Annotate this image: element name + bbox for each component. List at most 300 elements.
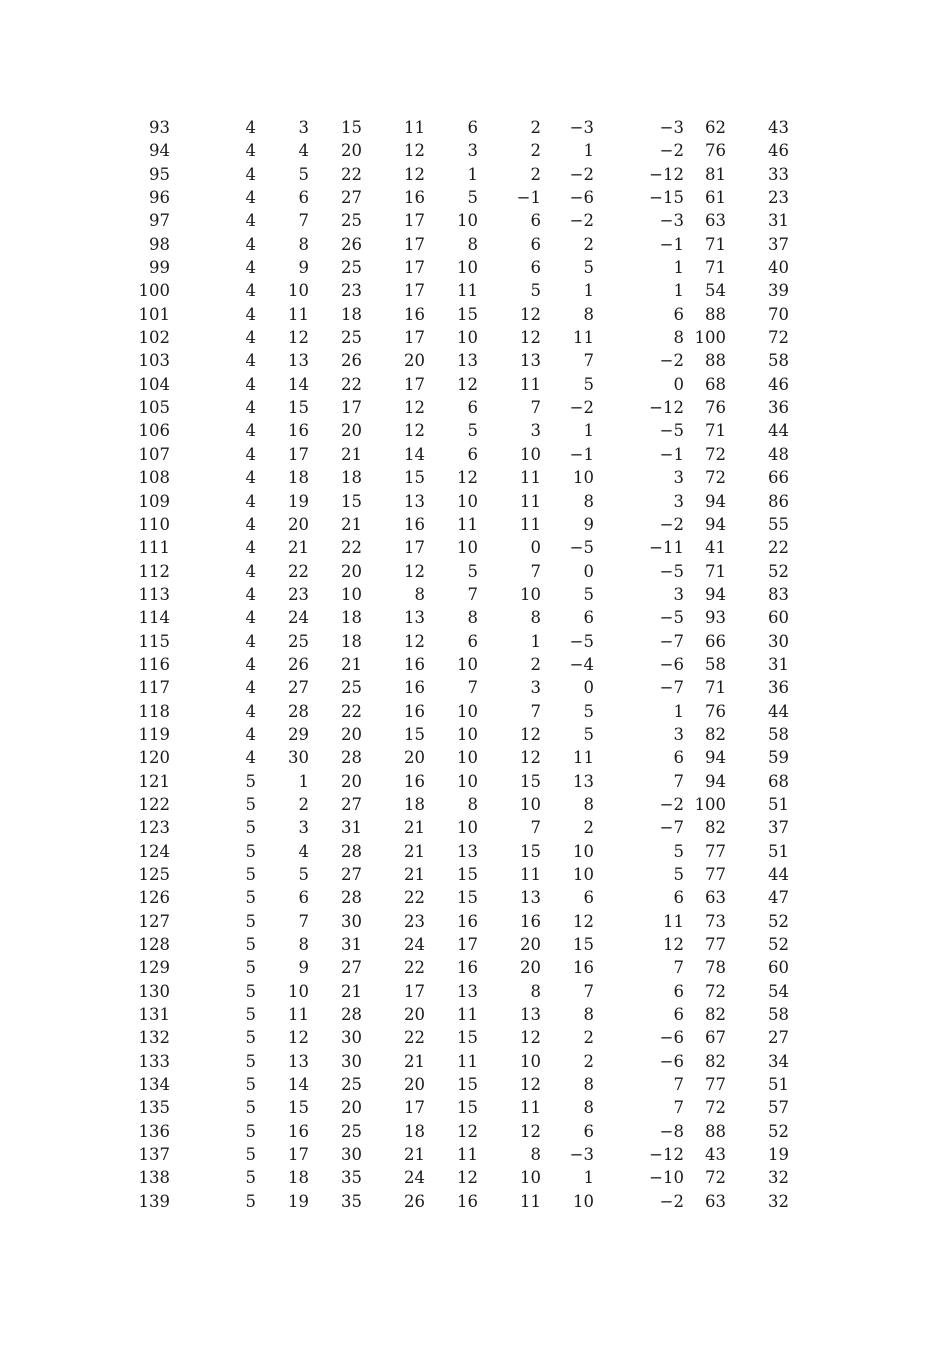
table-cell: 8	[583, 491, 594, 511]
table-cell: 23	[341, 281, 362, 301]
table-cell: 4	[245, 514, 256, 534]
table-cell: 113	[138, 584, 170, 604]
table-row	[0, 653, 950, 676]
table-cell: 7	[583, 351, 594, 371]
table-cell: 15	[457, 1028, 478, 1048]
table-cell: 11	[520, 865, 541, 884]
table-cell: 126	[138, 888, 170, 908]
table-cell: 26	[341, 234, 362, 254]
table-cell: 7	[298, 911, 309, 931]
table-cell: 20	[288, 514, 309, 534]
table-cell: 4	[245, 584, 256, 604]
table-cell: −2	[659, 351, 684, 371]
table-cell: 82	[705, 724, 726, 744]
table-cell: 13	[457, 841, 478, 861]
table-cell: 19	[288, 1191, 309, 1211]
table-cell: 21	[341, 444, 362, 464]
table-cell: 15	[404, 724, 425, 744]
table-row	[0, 373, 950, 396]
table-cell: −1	[659, 234, 684, 254]
table-cell: 12	[520, 724, 541, 744]
table-cell: 43	[768, 118, 789, 137]
table-cell: 31	[768, 211, 789, 231]
table-cell: 6	[298, 188, 309, 208]
table-cell: 5	[583, 724, 594, 744]
table-cell: 11	[520, 491, 541, 511]
table-cell: 10	[288, 981, 309, 1001]
table-row	[0, 256, 950, 279]
table-cell: 0	[583, 561, 594, 581]
table-cell: −3	[659, 211, 684, 231]
table-cell: 1	[530, 631, 541, 651]
table-cell: 4	[245, 724, 256, 744]
table-cell: 7	[530, 398, 541, 418]
table-cell: −1	[569, 444, 594, 464]
table-cell: 86	[768, 491, 789, 511]
table-cell: 5	[245, 888, 256, 908]
table-cell: 10	[457, 258, 478, 278]
table-cell: 40	[768, 258, 789, 278]
table-cell: 63	[705, 888, 726, 908]
table-cell: 72	[705, 981, 726, 1001]
table-cell: 72	[768, 328, 789, 348]
table-cell: 12	[457, 468, 478, 488]
table-cell: 10	[520, 794, 541, 814]
table-cell: 58	[768, 724, 789, 744]
table-cell: 66	[768, 468, 789, 488]
table-cell: 81	[705, 164, 726, 184]
table-cell: 12	[404, 398, 425, 418]
table-cell: 10	[520, 444, 541, 464]
table-cell: 119	[138, 724, 170, 744]
table-cell: 12	[457, 1121, 478, 1141]
table-cell: 54	[768, 981, 789, 1001]
table-cell: 44	[768, 865, 789, 884]
table-cell: 2	[583, 234, 594, 254]
table-row	[0, 279, 950, 302]
table-cell: 11	[520, 468, 541, 488]
table-cell: 20	[341, 724, 362, 744]
table-cell: 20	[341, 421, 362, 441]
table-cell: 94	[149, 141, 170, 161]
table-cell: 5	[245, 911, 256, 931]
table-cell: 15	[288, 398, 309, 418]
table-cell: 5	[245, 935, 256, 955]
table-cell: 2	[583, 1028, 594, 1048]
table-cell: 31	[341, 935, 362, 955]
table-cell: 95	[149, 164, 170, 184]
table-cell: 10	[520, 584, 541, 604]
table-cell: 4	[245, 118, 256, 137]
table-cell: −3	[569, 1145, 594, 1165]
table-cell: 14	[404, 444, 425, 464]
table-row	[0, 1143, 950, 1166]
table-cell: 15	[457, 865, 478, 884]
table-cell: 102	[138, 328, 170, 348]
table-cell: 22	[341, 701, 362, 721]
table-cell: −2	[569, 164, 594, 184]
table-cell: 4	[298, 141, 309, 161]
table-cell: 11	[520, 1098, 541, 1118]
table-cell: 4	[245, 468, 256, 488]
table-cell: 21	[404, 818, 425, 838]
table-cell: 41	[705, 538, 726, 558]
table-cell: 10	[457, 491, 478, 511]
table-cell: 46	[768, 374, 789, 394]
table-row	[0, 1026, 950, 1049]
table-cell: 5	[245, 1028, 256, 1048]
table-cell: 77	[705, 1075, 726, 1095]
table-cell: −2	[659, 141, 684, 161]
table-cell: −6	[659, 654, 684, 674]
table-cell: 104	[138, 374, 170, 394]
table-cell: 63	[705, 1191, 726, 1211]
table-cell: 10	[520, 1168, 541, 1188]
table-cell: 5	[245, 1005, 256, 1025]
table-cell: 15	[457, 1098, 478, 1118]
table-cell: 8	[414, 584, 425, 604]
table-cell: 37	[768, 234, 789, 254]
table-cell: 94	[705, 514, 726, 534]
table-row	[0, 1120, 950, 1143]
table-cell: 20	[341, 771, 362, 791]
table-cell: 68	[705, 374, 726, 394]
table-cell: 15	[457, 888, 478, 908]
table-cell: 124	[138, 841, 170, 861]
table-cell: 18	[341, 608, 362, 628]
table-cell: 97	[149, 211, 170, 231]
table-cell: 2	[530, 654, 541, 674]
table-cell: 83	[768, 584, 789, 604]
table-cell: 22	[404, 958, 425, 978]
table-cell: 7	[673, 771, 684, 791]
table-cell: 18	[341, 468, 362, 488]
table-cell: 4	[245, 421, 256, 441]
table-cell: 30	[341, 911, 362, 931]
table-cell: 4	[245, 351, 256, 371]
table-cell: 58	[705, 654, 726, 674]
table-row	[0, 630, 950, 653]
table-cell: 12	[457, 374, 478, 394]
table-cell: 125	[138, 865, 170, 884]
table-cell: 3	[530, 678, 541, 698]
table-cell: 5	[583, 374, 594, 394]
table-cell: 8	[467, 794, 478, 814]
table-cell: −12	[649, 164, 684, 184]
table-cell: 15	[457, 1075, 478, 1095]
table-cell: 3	[298, 118, 309, 137]
table-cell: 16	[573, 958, 594, 978]
table-cell: 112	[138, 561, 170, 581]
table-cell: 27	[341, 188, 362, 208]
table-cell: −6	[659, 1028, 684, 1048]
table-cell: 100	[694, 328, 726, 348]
table-cell: 5	[467, 188, 478, 208]
table-cell: 22	[341, 538, 362, 558]
table-cell: 20	[404, 748, 425, 768]
table-cell: 12	[457, 1168, 478, 1188]
table-row	[0, 583, 950, 606]
table-cell: 20	[404, 1075, 425, 1095]
table-cell: 24	[404, 935, 425, 955]
table-cell: 5	[583, 584, 594, 604]
table-cell: 21	[341, 654, 362, 674]
table-cell: 16	[288, 1121, 309, 1141]
table-cell: 66	[705, 631, 726, 651]
table-cell: 30	[341, 1051, 362, 1071]
table-cell: 20	[341, 141, 362, 161]
table-cell: 4	[245, 304, 256, 324]
table-cell: 35	[341, 1168, 362, 1188]
table-cell: 12	[404, 164, 425, 184]
table-cell: 12	[404, 561, 425, 581]
table-row	[0, 956, 950, 979]
table-cell: 8	[583, 1098, 594, 1118]
table-cell: 10	[573, 865, 594, 884]
table-cell: 28	[341, 841, 362, 861]
table-cell: 18	[288, 1168, 309, 1188]
table-cell: 8	[298, 234, 309, 254]
table-cell: 9	[583, 514, 594, 534]
table-row	[0, 1190, 950, 1213]
table-cell: 13	[288, 1051, 309, 1071]
table-cell: 111	[138, 538, 170, 558]
table-cell: 94	[705, 491, 726, 511]
table-cell: 10	[457, 211, 478, 231]
table-cell: 5	[245, 841, 256, 861]
table-cell: 4	[245, 188, 256, 208]
table-cell: 10	[457, 701, 478, 721]
table-cell: 22	[288, 561, 309, 581]
table-cell: 25	[341, 328, 362, 348]
table-cell: 98	[149, 234, 170, 254]
table-cell: 1	[583, 421, 594, 441]
table-cell: 13	[288, 351, 309, 371]
table-cell: 6	[673, 1005, 684, 1025]
table-cell: 36	[768, 678, 789, 698]
table-cell: 7	[673, 958, 684, 978]
table-cell: 8	[583, 1005, 594, 1025]
table-row	[0, 1166, 950, 1189]
table-cell: 28	[341, 888, 362, 908]
table-row	[0, 723, 950, 746]
table-cell: 22	[768, 538, 789, 558]
table-cell: 47	[768, 888, 789, 908]
table-cell: 15	[288, 1098, 309, 1118]
table-cell: 10	[457, 654, 478, 674]
table-cell: 55	[768, 514, 789, 534]
table-cell: 16	[404, 304, 425, 324]
table-cell: 5	[245, 1075, 256, 1095]
table-cell: 11	[457, 514, 478, 534]
table-cell: 48	[768, 444, 789, 464]
table-cell: 5	[467, 561, 478, 581]
table-cell: 8	[673, 328, 684, 348]
table-cell: 11	[663, 911, 684, 931]
table-cell: 26	[404, 1191, 425, 1211]
table-cell: −5	[569, 538, 594, 558]
table-cell: 52	[768, 1121, 789, 1141]
table-cell: 61	[705, 188, 726, 208]
table-cell: 122	[138, 794, 170, 814]
table-row	[0, 490, 950, 513]
table-cell: 7	[298, 211, 309, 231]
table-cell: 15	[341, 118, 362, 137]
table-cell: 123	[138, 818, 170, 838]
table-row	[0, 139, 950, 162]
table-cell: 8	[467, 608, 478, 628]
table-cell: 1	[467, 164, 478, 184]
table-cell: 13	[520, 1005, 541, 1025]
table-cell: 99	[149, 258, 170, 278]
table-cell: 33	[768, 164, 789, 184]
table-cell: 15	[520, 841, 541, 861]
table-cell: 44	[768, 701, 789, 721]
table-cell: 108	[138, 468, 170, 488]
table-row	[0, 816, 950, 839]
table-cell: 72	[705, 1098, 726, 1118]
table-row	[0, 349, 950, 372]
table-cell: 32	[768, 1168, 789, 1188]
table-cell: 77	[705, 935, 726, 955]
table-cell: 3	[673, 468, 684, 488]
table-cell: 4	[245, 608, 256, 628]
table-row	[0, 700, 950, 723]
table-cell: 62	[705, 118, 726, 137]
table-cell: 60	[768, 608, 789, 628]
table-cell: 72	[705, 1168, 726, 1188]
table-cell: 6	[583, 888, 594, 908]
table-row	[0, 933, 950, 956]
table-cell: −8	[659, 1121, 684, 1141]
table-cell: 12	[288, 1028, 309, 1048]
table-cell: 6	[298, 888, 309, 908]
table-cell: 20	[404, 1005, 425, 1025]
table-cell: 7	[467, 678, 478, 698]
table-cell: 26	[288, 654, 309, 674]
table-cell: −1	[516, 188, 541, 208]
table-cell: 34	[768, 1051, 789, 1071]
table-row	[0, 419, 950, 442]
table-cell: 1	[673, 701, 684, 721]
table-row	[0, 513, 950, 536]
table-cell: 5	[245, 818, 256, 838]
table-cell: 121	[138, 771, 170, 791]
table-cell: 12	[404, 141, 425, 161]
table-cell: 15	[573, 935, 594, 955]
table-cell: 4	[245, 398, 256, 418]
table-cell: 19	[288, 491, 309, 511]
table-cell: 118	[138, 701, 170, 721]
table-cell: 27	[768, 1028, 789, 1048]
table-cell: −6	[569, 188, 594, 208]
table-cell: 5	[245, 1051, 256, 1071]
table-cell: 59	[768, 748, 789, 768]
table-row	[0, 536, 950, 559]
table-cell: 6	[467, 118, 478, 137]
table-cell: 52	[768, 935, 789, 955]
table-cell: 43	[705, 1145, 726, 1165]
table-cell: 4	[245, 141, 256, 161]
table-cell: 7	[530, 561, 541, 581]
table-cell: 93	[149, 118, 170, 137]
table-cell: 51	[768, 794, 789, 814]
table-cell: 31	[768, 654, 789, 674]
table-cell: 93	[705, 608, 726, 628]
table-cell: 21	[404, 841, 425, 861]
table-cell: 11	[520, 374, 541, 394]
table-cell: 10	[457, 538, 478, 558]
table-cell: 31	[341, 818, 362, 838]
table-cell: 5	[245, 1121, 256, 1141]
table-cell: 2	[298, 794, 309, 814]
table-cell: 10	[457, 328, 478, 348]
table-cell: 6	[467, 444, 478, 464]
table-cell: 5	[583, 701, 594, 721]
table-cell: −7	[659, 631, 684, 651]
table-cell: 110	[138, 514, 170, 534]
table-cell: 25	[341, 678, 362, 698]
table-cell: 14	[288, 374, 309, 394]
table-cell: 71	[705, 561, 726, 581]
table-cell: 6	[673, 304, 684, 324]
table-cell: 4	[245, 258, 256, 278]
table-cell: 78	[705, 958, 726, 978]
table-cell: 72	[705, 444, 726, 464]
table-cell: 71	[705, 678, 726, 698]
table-cell: 7	[673, 1098, 684, 1118]
table-row	[0, 863, 950, 886]
table-cell: 4	[245, 748, 256, 768]
table-row	[0, 840, 950, 863]
table-cell: 4	[298, 841, 309, 861]
table-cell: 5	[467, 421, 478, 441]
table-cell: 94	[705, 584, 726, 604]
table-cell: 6	[467, 398, 478, 418]
table-cell: 3	[298, 818, 309, 838]
table-cell: 12	[573, 911, 594, 931]
table-cell: −5	[659, 421, 684, 441]
table-cell: 72	[705, 468, 726, 488]
table-cell: 6	[583, 1121, 594, 1141]
table-cell: 4	[245, 491, 256, 511]
table-cell: 116	[138, 654, 170, 674]
table-cell: 133	[138, 1051, 170, 1071]
table-cell: 107	[138, 444, 170, 464]
table-cell: 27	[288, 678, 309, 698]
table-cell: 94	[705, 771, 726, 791]
table-cell: 5	[583, 258, 594, 278]
table-cell: 0	[673, 374, 684, 394]
table-cell: 6	[673, 981, 684, 1001]
table-cell: 11	[404, 118, 425, 137]
table-cell: 37	[768, 818, 789, 838]
table-cell: −10	[649, 1168, 684, 1188]
table-cell: 4	[245, 701, 256, 721]
table-cell: 132	[138, 1028, 170, 1048]
table-cell: 0	[583, 678, 594, 698]
table-cell: 68	[768, 771, 789, 791]
table-cell: 77	[705, 841, 726, 861]
table-cell: 27	[341, 958, 362, 978]
table-cell: 5	[245, 1191, 256, 1211]
table-cell: 6	[530, 258, 541, 278]
table-cell: 18	[288, 468, 309, 488]
table-cell: 128	[138, 935, 170, 955]
table-cell: 12	[520, 1121, 541, 1141]
table-cell: 101	[138, 304, 170, 324]
table-cell: 17	[404, 374, 425, 394]
